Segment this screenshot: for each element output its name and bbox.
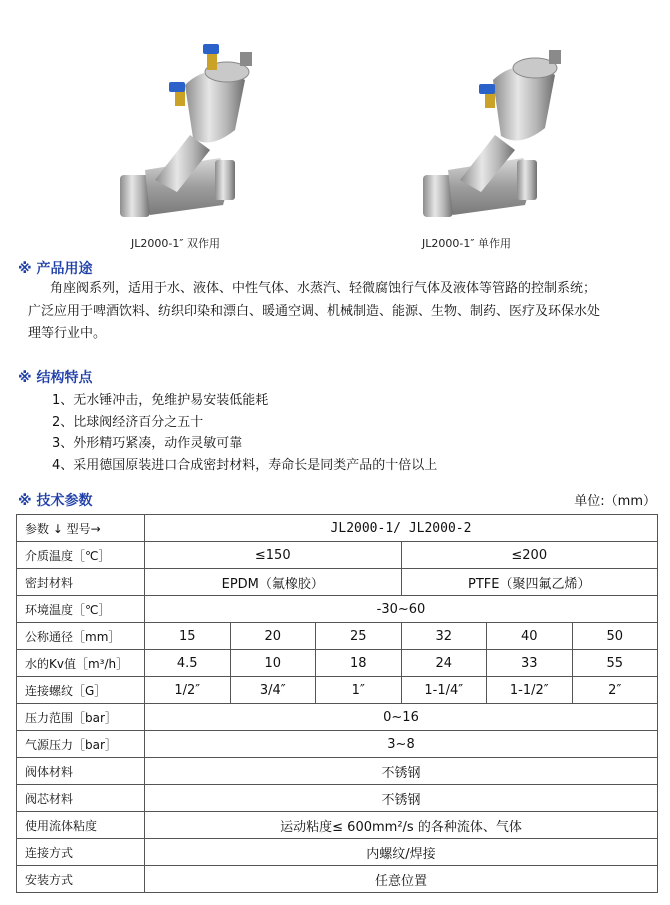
table-cell: 55 bbox=[572, 650, 658, 677]
header-param-cell: 参数 ↓ 型号→ bbox=[17, 515, 145, 542]
table-row bbox=[17, 758, 658, 785]
table-cell: 1-1/4″ bbox=[401, 677, 487, 704]
table-row bbox=[17, 677, 658, 704]
table-row bbox=[17, 785, 658, 812]
unit-label: 单位:（mm） bbox=[574, 494, 656, 509]
table-cell: 1/2″ bbox=[145, 677, 231, 704]
double-acting-valve-image bbox=[115, 40, 275, 230]
table-cell: 内螺纹/焊接 bbox=[145, 839, 658, 866]
table-row bbox=[17, 731, 658, 758]
row-label: 连接方式 bbox=[17, 839, 145, 866]
table-cell: 不锈钢 bbox=[145, 785, 658, 812]
row-label: 公称通径［mm］ bbox=[17, 623, 145, 650]
table-cell: 2″ bbox=[572, 677, 658, 704]
table-cell: PTFE（聚四氟乙烯） bbox=[401, 569, 658, 596]
product-photos bbox=[0, 0, 670, 250]
usage-line-1: 角座阀系列，适用于水、液体、中性气体、水蒸汽、轻微腐蚀行气体及液体等管路的控制系统； bbox=[50, 281, 597, 296]
row-label: 安装方式 bbox=[17, 866, 145, 893]
table-cell: 40 bbox=[487, 623, 573, 650]
usage-title: ※ 产品用途 bbox=[18, 261, 93, 277]
table-cell: 运动粘度≤ 600mm²/s 的各种流体、气体 bbox=[145, 812, 658, 839]
single-acting-caption: JL2000-1″ 单作用 bbox=[422, 237, 511, 250]
table-cell: 15 bbox=[145, 623, 231, 650]
specs-title: ※ 技术参数 bbox=[18, 493, 93, 509]
table-cell: 24 bbox=[401, 650, 487, 677]
table-cell: 33 bbox=[487, 650, 573, 677]
row-label: 水的Kv值［m³/h］ bbox=[17, 650, 145, 677]
table-cell: 50 bbox=[572, 623, 658, 650]
table-row bbox=[17, 650, 658, 677]
row-label: 介质温度［℃］ bbox=[17, 542, 145, 569]
usage-line-3: 理等行业中。 bbox=[28, 326, 107, 341]
double-acting-caption: JL2000-1″ 双作用 bbox=[131, 237, 220, 250]
table-cell: 4.5 bbox=[145, 650, 231, 677]
feature-item-2: 2、比球阀经济百分之五十 bbox=[52, 415, 204, 430]
row-label: 使用流体粘度 bbox=[17, 812, 145, 839]
table-row bbox=[17, 596, 658, 623]
spec-table bbox=[16, 514, 658, 893]
table-cell: ≤150 bbox=[145, 542, 402, 569]
table-row bbox=[17, 542, 658, 569]
table-cell: 3/4″ bbox=[230, 677, 316, 704]
table-cell: 20 bbox=[230, 623, 316, 650]
feature-item-1: 1、无水锤冲击，免维护易安装低能耗 bbox=[52, 393, 269, 408]
row-label: 阀体材料 bbox=[17, 758, 145, 785]
table-cell: ≤200 bbox=[401, 542, 658, 569]
table-cell: 1″ bbox=[316, 677, 402, 704]
row-label: 密封材料 bbox=[17, 569, 145, 596]
table-cell: 10 bbox=[230, 650, 316, 677]
header-model-cell: JL2000-1/ JL2000-2 bbox=[145, 515, 658, 542]
table-cell: 3~8 bbox=[145, 731, 658, 758]
table-row bbox=[17, 839, 658, 866]
single-acting-valve-image bbox=[415, 40, 575, 230]
table-row bbox=[17, 623, 658, 650]
row-label: 阀芯材料 bbox=[17, 785, 145, 812]
table-cell: 18 bbox=[316, 650, 402, 677]
table-row bbox=[17, 569, 658, 596]
row-label: 环境温度［℃］ bbox=[17, 596, 145, 623]
table-cell: 32 bbox=[401, 623, 487, 650]
table-cell: 25 bbox=[316, 623, 402, 650]
row-label: 压力范围［bar］ bbox=[17, 704, 145, 731]
table-row bbox=[17, 704, 658, 731]
features-title: ※ 结构特点 bbox=[18, 370, 93, 386]
row-label: 气源压力［bar］ bbox=[17, 731, 145, 758]
table-row bbox=[17, 866, 658, 893]
table-cell: EPDM（氟橡胶） bbox=[145, 569, 402, 596]
table-cell: 1-1/2″ bbox=[487, 677, 573, 704]
table-cell: -30~60 bbox=[145, 596, 658, 623]
table-cell: 不锈钢 bbox=[145, 758, 658, 785]
table-row bbox=[17, 515, 658, 542]
table-row bbox=[17, 812, 658, 839]
table-cell: 0~16 bbox=[145, 704, 658, 731]
feature-item-3: 3、外形精巧紧凑，动作灵敏可靠 bbox=[52, 436, 243, 451]
row-label: 连接螺纹［G］ bbox=[17, 677, 145, 704]
usage-line-2: 广泛应用于啤酒饮料、纺织印染和漂白、暖通空调、机械制造、能源、生物、制药、医疗及环保水处 bbox=[28, 304, 601, 319]
table-cell: 任意位置 bbox=[145, 866, 658, 893]
feature-item-4: 4、采用德国原装进口合成密封材料，寿命长是同类产品的十倍以上 bbox=[52, 458, 438, 473]
